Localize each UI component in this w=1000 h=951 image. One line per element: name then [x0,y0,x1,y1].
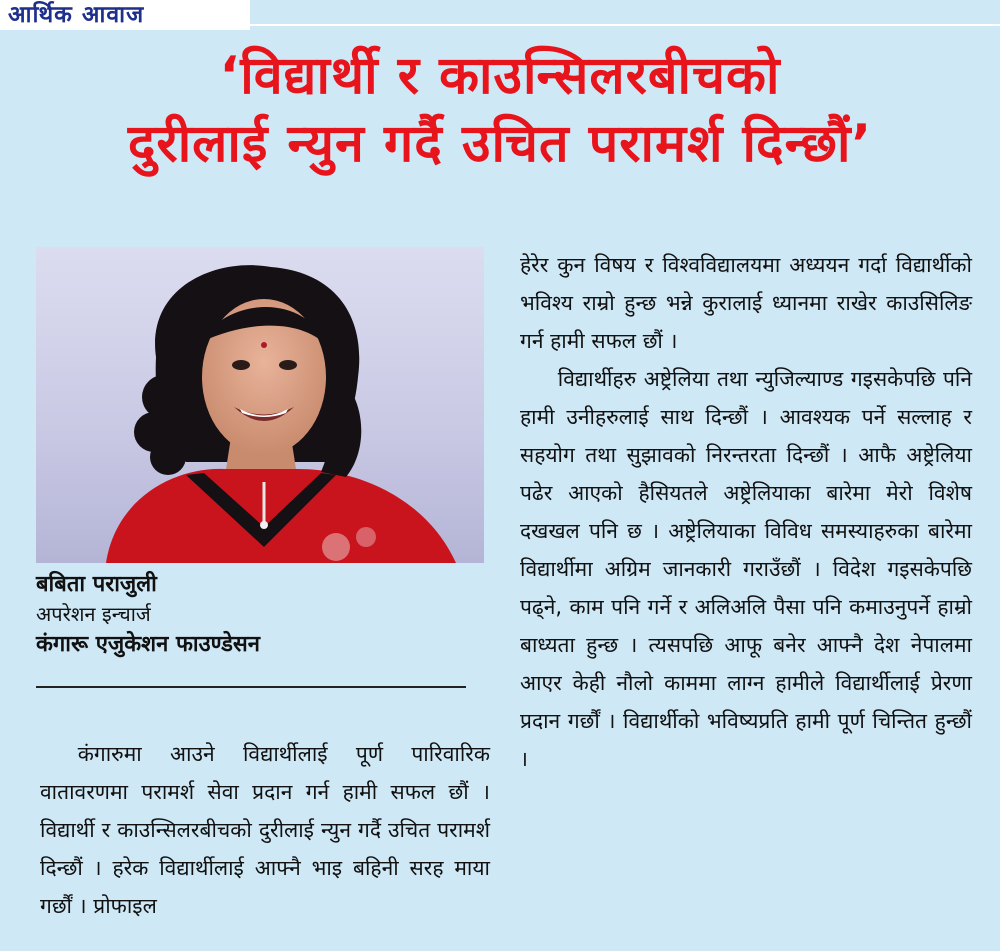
headline-line-2: दुरीलाई न्युन गर्दै उचित परामर्श दिन्छौं’ [127,114,873,174]
headline-line-1: ‘विद्यार्थी र काउन्सिलरबीचको [219,46,781,106]
portrait-illustration [36,247,484,563]
caption-divider [36,686,466,688]
portrait-photo [36,247,484,563]
article-column-right [520,246,972,778]
person-name: बबिता पराजुली [36,572,157,597]
article-paragraph: कंगारुमा आउने विद्यार्थीलाई पूर्ण पारिवारिक वातावरणमा परामर्श सेवा प्रदान गर्न हामी सफल छौं । विद्यार्थी र काउन्सिलरबीचको दुरीलाई न्युन गर्दै उचित परामर्श दिन्छौं । हरेक विद्यार्थीलाई आफ्नै भाइ बहिनी सरह माया गर्छौं । प्रोफाइल [40,742,490,918]
headline [0,42,1000,178]
person-role: अपरेशन इन्चार्ज [36,602,151,626]
article-paragraph: हेरेर कुन विषय र विश्वविद्यालयमा अध्ययन गर्दा विद्यार्थीको भविश्य राम्रो हुन्छ भन्ने कुरालाई ध्यानमा राखेर काउसिलिङ गर्न हामी सफल छौं । [520,253,972,353]
section-tag: आर्थिक आवाज [0,0,250,30]
article-column-left [40,735,490,925]
section-rule [250,24,1000,26]
photo-caption [36,570,476,662]
article-paragraph: विद्यार्थीहरु अष्ट्रेलिया तथा न्युजिल्याण्ड गइसकेपछि पनि हामी उनीहरुलाई साथ दिन्छौं । आवश्यक पर्ने सल्लाह र सहयोग तथा सुझावको निरन्तरता दिन्छौं । आफै अष्ट्रेलिया पढेर आएको हैसियतले अष्ट्रेलियाका बारेमा मेरो विशेष दखखल पनि छ । अष्ट्रेलियाका विविध समस्याहरुका बारेमा विद्यार्थीमा अग्रिम जानकारी गराउँछौं । विदेश गइसकेपछि पढ्ने, काम पनि गर्ने र अलिअलि पैसा पनि कमाउनुपर्ने हाम्रो बाध्यता हुन्छ । त्यसपछि आफू बनेर आफ्नै देश नेपालमा आएर केही नौलो काममा लाग्न हामीले विद्यार्थीलाई प्रेरणा प्रदान गर्छौं । विद्यार्थीको भविष्यप्रति हामी पूर्ण चिन्तित हुन्छौं । [520,367,973,771]
organization-name: कंगारू एजुकेशन फाउण्डेसन [36,632,260,657]
